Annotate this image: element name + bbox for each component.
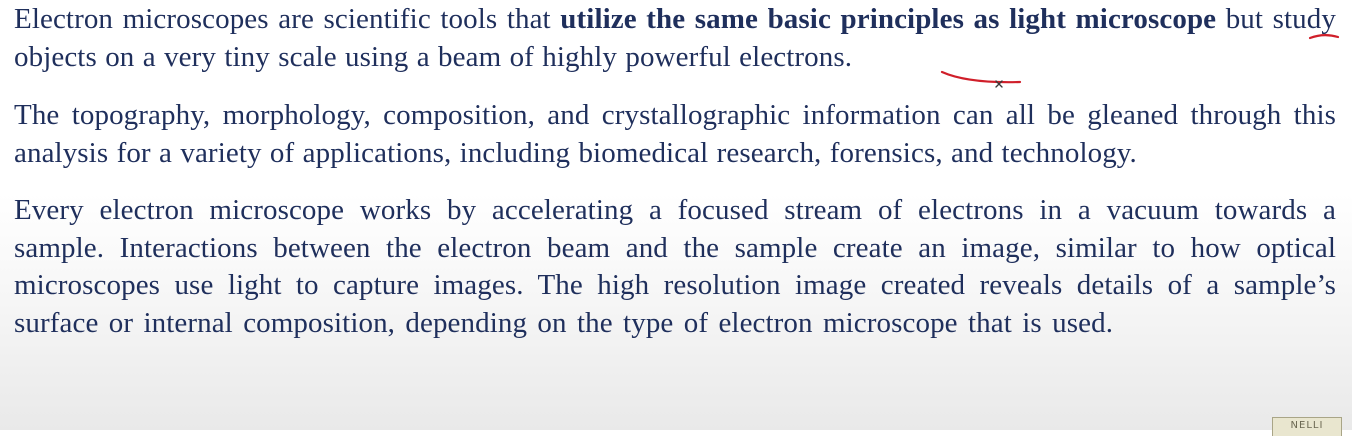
corner-logo-badge: NELLI <box>1272 417 1342 436</box>
intro-bold-phrase: utilize the same basic principles as light microscope <box>560 3 1217 35</box>
paragraph-electron-microscopes-intro <box>14 0 1336 76</box>
paragraph-information-applications: The topography, morphology, composition, and crystallographic information can all be gleaned through this analysis for a variety of applications, including biomedical research, forensics, and technology. <box>14 99 1336 169</box>
intro-text-end: but study objects on a very tiny scale using a beam of highly powerful electrons. <box>14 3 1336 73</box>
slide-text-body <box>14 0 1336 342</box>
paragraph-how-it-works: Every electron microscope works by accelerating a focused stream of electrons in a vacuum towards a sample. Interactions between the electron beam and the sample create an image, similar to how optical microscopes use light to capture images. The high resolution image created reveals details of a sample’s surface or internal composition, depending on the type of electron microscope that is used. <box>14 194 1336 339</box>
intro-text-start: Electron microscopes are scientific tools that <box>14 3 561 35</box>
